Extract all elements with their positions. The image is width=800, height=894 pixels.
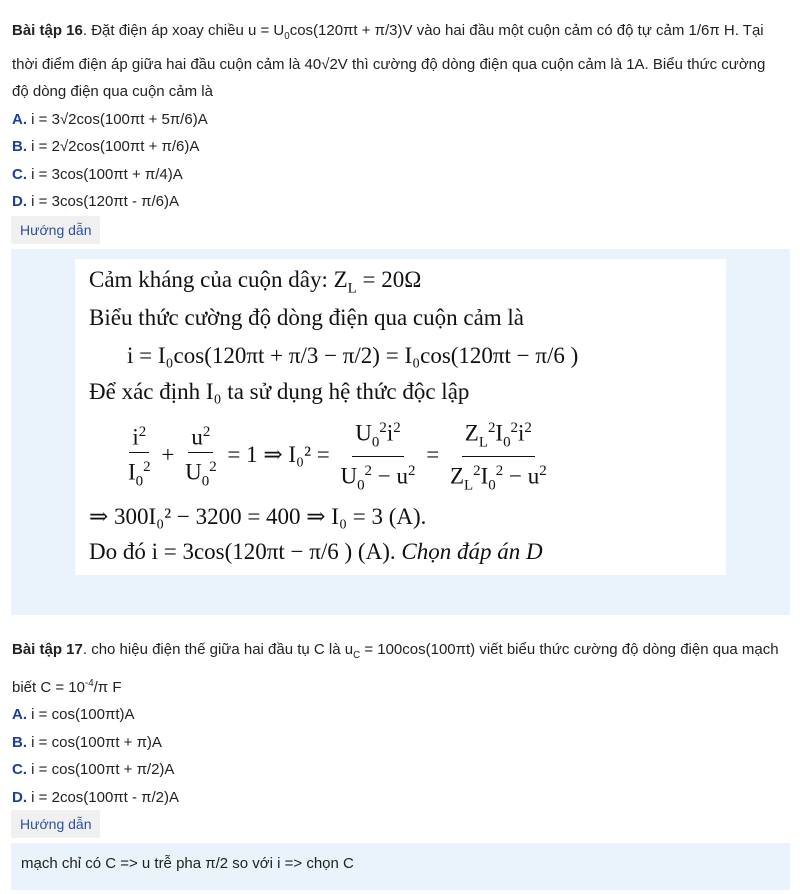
q17-solution-text: mạch chỉ có C => u trễ pha π/2 so với i => chọn C: [21, 855, 354, 872]
option-text: i = cos(100πt + π/2)A: [31, 761, 175, 778]
q17-hint-button[interactable]: Hướng dẫn: [11, 810, 100, 838]
sol-text: = 20Ω: [356, 267, 422, 292]
sol-line-3: i = I₀cos(120πt + π/3 − π/2) = I₀cos(120πt − π/6 ): [127, 343, 579, 368]
q17-option-a[interactable]: [12, 701, 792, 729]
question-17-title: Bài tập 17: [12, 641, 83, 658]
q17-subscript: C: [353, 650, 361, 661]
option-text: i = cos(100πt)A: [31, 706, 135, 723]
q16-text-part: . Đặt điện áp xoay chiều u = U: [82, 22, 285, 39]
q16-line-3: độ dòng điện qua cuộn cảm là: [12, 83, 213, 100]
option-text: i = 3cos(120πt - π/6)A: [31, 193, 180, 210]
q16-subscript: 0: [284, 31, 290, 42]
question-16: [12, 17, 792, 216]
option-text: i = cos(100πt + π)A: [31, 733, 162, 751]
q17-solution-box: [11, 843, 790, 890]
frac: $\frac{u^2}{U_0^2}$: [182, 418, 220, 495]
sol-formula: $\frac{i^2}{I_0^2}$ + $\frac{u^2}{U_0^2}$ = 1 ⇒ I₀² = $\frac{U_0^2i^2}{U_0^2 - u^2}$ = $\frac{Z_L^2I_0^2i^2}{Z_L^2I_0^2 - u^2}$: [123, 414, 552, 500]
option-letter: C.: [12, 165, 27, 183]
option-text: i = 3√2cos(100πt + 5π/6)A: [31, 110, 208, 128]
option-letter: A.: [12, 110, 27, 128]
option-text: i = 3cos(100πt + π/4)A: [31, 165, 183, 183]
q17-option-c[interactable]: [12, 756, 792, 784]
option-text: i = 2cos(100πt - π/2)A: [31, 788, 180, 806]
q17-text-part: . cho hiệu điện thế giữa hai đầu tụ C là u: [82, 641, 354, 658]
frac: $\frac{i^2}{I_0^2}$: [125, 418, 154, 495]
q17-line-2: [12, 670, 792, 702]
option-letter: A.: [12, 706, 27, 723]
sol-line-7: [89, 539, 543, 565]
sol-answer: Chọn đáp án D: [401, 539, 543, 564]
option-letter: D.: [12, 193, 27, 210]
option-letter: B.: [12, 733, 27, 751]
q16-option-c[interactable]: [12, 161, 792, 189]
q17-option-b[interactable]: [12, 729, 792, 757]
q16-hint-button[interactable]: Hướng dẫn: [11, 216, 100, 244]
q17-text-part: biết C = 10: [12, 678, 85, 696]
q17-text-part: /π F: [93, 678, 122, 696]
question-17: [12, 636, 792, 811]
sol-line-2: Biểu thức cường độ dòng điện qua cuộn cảm là: [89, 305, 525, 330]
option-letter: D.: [12, 788, 27, 806]
sol-text: Do đó i = 3cos(120πt − π/6 ) (A).: [89, 539, 402, 564]
sol-sub: L: [347, 280, 357, 297]
q16-text-part: cos(120πt + π/3)V vào hai đầu một cuộn cảm có độ tự cảm 1/6π H. Tại: [289, 22, 764, 39]
frac: $\frac{U_0^2i^2}{U_0^2 - u^2}$: [337, 414, 418, 500]
sol-line-6: ⇒ 300I₀² − 3200 = 400 ⇒ I₀ = 3 (A).: [89, 504, 427, 529]
q16-option-d[interactable]: [12, 188, 792, 216]
option-text: i = 2√2cos(100πt + π/6)A: [31, 138, 200, 155]
q16-option-a[interactable]: [12, 106, 792, 134]
sol-line-4: Để xác định I₀ ta sử dụng hệ thức độc lập: [89, 379, 470, 404]
question-16-text: [12, 17, 792, 51]
q17-option-d[interactable]: [12, 784, 792, 812]
sol-text: Cảm kháng của cuộn dây: Z: [89, 267, 348, 292]
q16-solution-image: [75, 259, 726, 575]
q16-solution-box: [11, 249, 790, 615]
sol-line-1: [89, 267, 421, 298]
option-letter: C.: [12, 761, 27, 778]
option-letter: B.: [12, 138, 27, 155]
q17-text-part: = 100cos(100πt) viết biểu thức cường độ dòng điện qua mạch: [360, 641, 779, 658]
q16-line-2: thời điểm điện áp giữa hai đầu cuộn cảm là 40√2V thì cường độ dòng điện qua cuộn cảm là 1A. Biểu thức cường: [12, 55, 766, 73]
frac: $\frac{Z_L^2I_0^2i^2}{Z_L^2I_0^2 - u^2}$: [447, 414, 550, 500]
q17-sup: -4: [84, 677, 94, 689]
question-17-text: [12, 636, 792, 670]
question-16-title: Bài tập 16: [12, 22, 83, 39]
q16-option-b[interactable]: [12, 133, 792, 161]
